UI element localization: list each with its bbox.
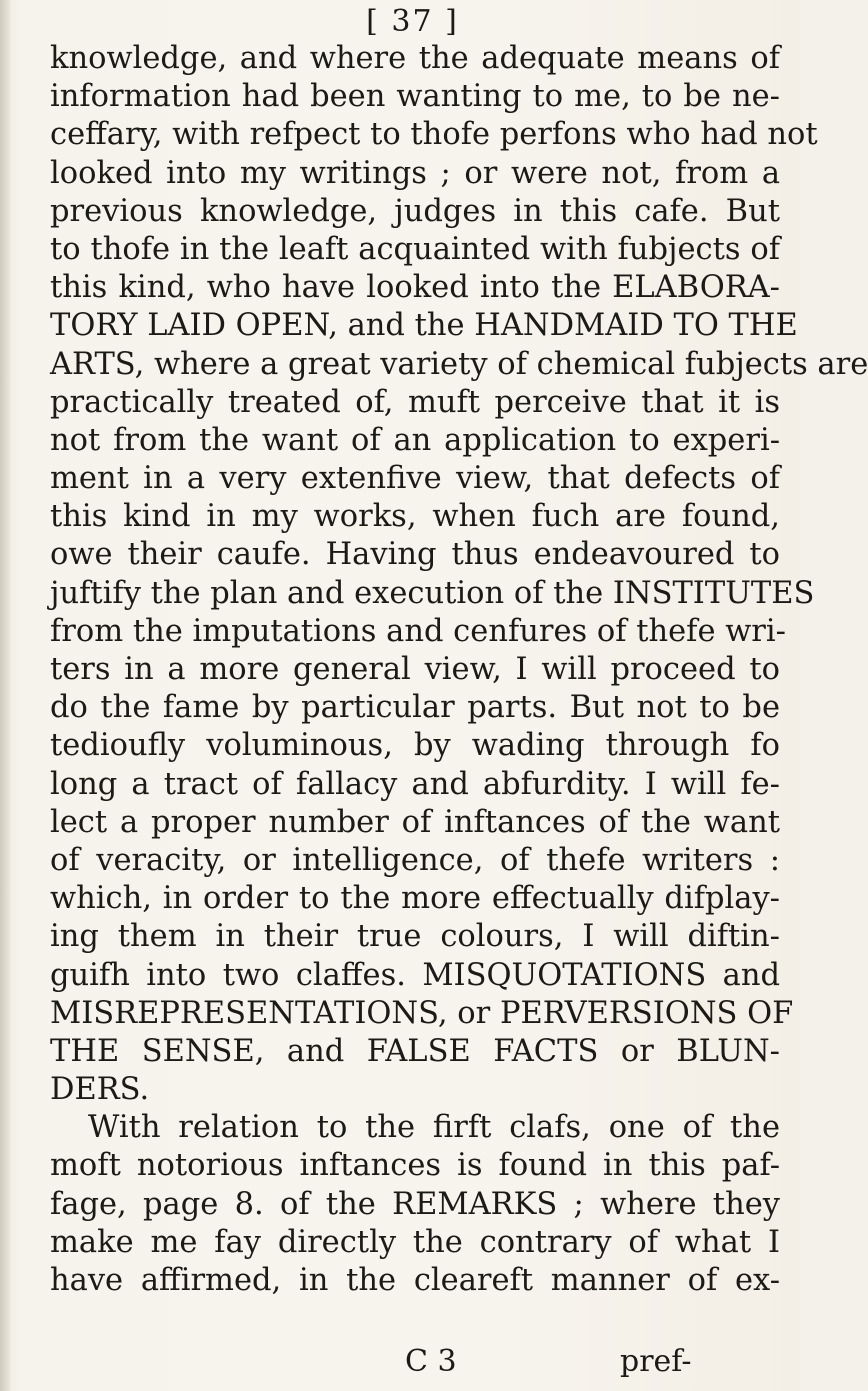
body-text xyxy=(50,40,868,1300)
text-line: looked into my writings ; or were not, from a xyxy=(50,155,780,191)
page-header xyxy=(0,2,800,42)
text-line: guifh into two claffes. MISQUOTATIONS and xyxy=(50,957,780,993)
text-line: from the imputations and cenfures of thefe wri- xyxy=(50,613,786,649)
text-line: owe their caufe. Having thus endeavoured to xyxy=(50,537,780,573)
text-line: not from the want of an application to experi- xyxy=(50,422,780,458)
text-line: ceffary, with refpect to thofe perfons who had not xyxy=(50,117,818,153)
text-line: previous knowledge, judges in this cafe. But xyxy=(50,193,780,229)
signature-mark: C 3 xyxy=(405,1344,457,1379)
text-line: tedioufly voluminous, by wading through fo xyxy=(50,728,780,764)
text-line: make me fay directly the contrary of what I xyxy=(50,1224,780,1260)
text-line: ing them in their true colours, I will diftin- xyxy=(50,919,780,955)
binding-edge xyxy=(0,0,10,1391)
text-line: of veracity, or intelligence, of thefe writers : xyxy=(50,842,780,878)
text-line: which, in order to the more effectually difplay- xyxy=(50,881,780,917)
text-line: knowledge, and where the adequate means of xyxy=(50,41,780,76)
text-line: DERS. xyxy=(50,1072,150,1108)
text-line: do the fame by particular parts. But not to be xyxy=(50,690,780,726)
page-footer xyxy=(0,1342,800,1382)
text-line: ARTS, where a great variety of chemical fubjects are xyxy=(50,346,868,382)
text-line: to thofe in the leaft acquainted with fubjects of xyxy=(50,231,780,267)
text-line: THE SENSE, and FALSE FACTS or BLUN- xyxy=(50,1033,780,1069)
text-line: juftify the plan and execution of the INSTITUTES xyxy=(50,575,815,611)
text-line: MISREPRESENTATIONS, or PERVERSIONS OF xyxy=(50,995,794,1031)
text-line: ters in a more general view, I will proceed to xyxy=(50,652,780,687)
text-line: ment in a very extenfive view, that defects of xyxy=(50,461,780,497)
text-line: TORY LAID OPEN, and the HANDMAID TO THE xyxy=(50,308,798,344)
text-line: moft notorious inftances is found in this paf- xyxy=(50,1148,780,1184)
text-line: this kind, who have looked into the ELABORA- xyxy=(50,270,780,306)
page-number: [ 37 ] xyxy=(366,4,459,39)
text-line: have affirmed, in the cleareft manner of ex- xyxy=(50,1263,780,1298)
text-line: this kind in my works, when fuch are found, xyxy=(50,499,780,535)
text-line: practically treated of, muft perceive that it is xyxy=(50,384,780,420)
text-line: fage, page 8. of the REMARKS ; where they xyxy=(50,1186,780,1222)
text-line: long a tract of fallacy and abfurdity. I will fe- xyxy=(50,766,780,802)
text-line: information had been wanting to me, to be ne- xyxy=(50,79,780,115)
text-line: lect a proper number of inftances of the want xyxy=(50,804,780,840)
catchword: pref- xyxy=(620,1344,692,1379)
text-line: With relation to the firft clafs, one of the xyxy=(88,1110,780,1146)
